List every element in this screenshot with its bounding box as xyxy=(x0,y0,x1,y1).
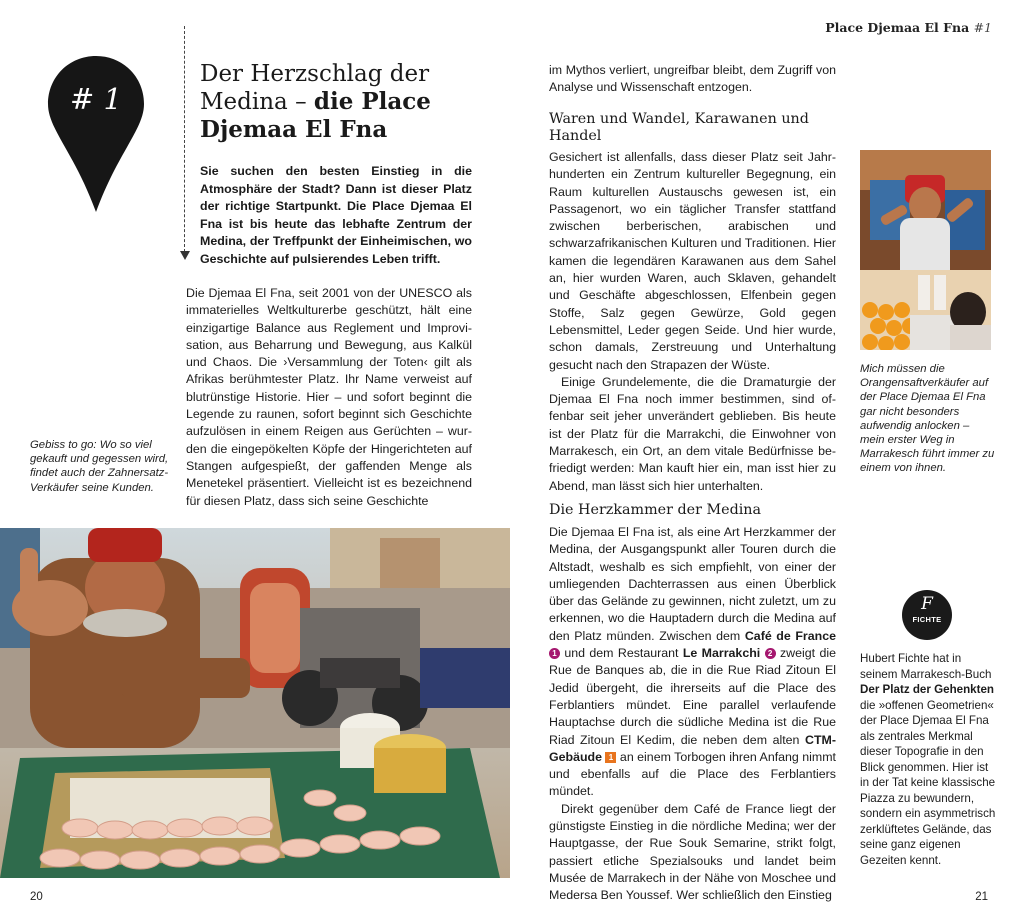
section1-body xyxy=(549,149,836,495)
badge-name: FICHTE xyxy=(912,615,942,624)
pin-label: # 1 xyxy=(70,82,122,116)
heading-waren-und-wandel: Waren und Wandel, Karawanen und Handel xyxy=(549,111,809,144)
sidebar-fichte-text: Hubert Fichte hat in seinem Marrakesch-Buch Der Platz der Gehenkten die »offenen Geometrien« der Place Djemaa El Fna als zentrales Merkmal dieser Topografie in den Blick genommen. Hier ist in der Tat keine klassische Piazza zu bewundern, sondern ein asymmetrisch zerklüftetes Gelände, das seine ganz eigenen Gezeiten kennt. xyxy=(860,652,996,867)
caption-left: Gebiss to go: Wo so viel gekauft und gegessen wird, findet auch der Zahnersatz-Verkäufer seine Kunden. xyxy=(30,439,169,494)
section2-body xyxy=(549,524,836,905)
place-ctm-gebaeude: CTM-Gebäude xyxy=(549,732,836,764)
section1-paragraph-2: Einige Grundelemente, die die Dramaturgie der Djemaa El Fna noch immer bestimmen, sind offenbar seit jeher unverändert geblieben. Bis heute ist der Platz für die Marrakchi, die Einwohner von Marrakesch, ein Ort, an dem vitale Bedürfnisse befriedigt werden: Man kauft hier ein, man isst hier zu Abend, man lässt sich hier unterhalten. xyxy=(549,374,836,493)
section2-paragraph-1: Die Djemaa El Fna ist, als eine Art Herzkammer der Medina, der Ausgangspunkt aller Touren durch die Altstadt, weshalb es sich empfiehlt, von einer der umliegenden Dachterrassen aus einen Überblick über das Gelände zu gewinnen, nicht zuletzt, um zu erkennen, wo die Hauptadern durch die Medina auf den Platz münden. Zwischen dem Café de France 1 und dem Restaurant Le Marrakchi 2 zweigt die Rue de Banques ab, die in die Rue Riad Zitoun El Jedid übergeht, die ihrerseits auf die Place des Ferblantiers mündet. Eine parallel verlaufende Hauptachse durch die südliche Medina ist die Rue Riad Zitoun El Kedim, die neben dem alten CTM-Gebäude 1 an einem Torbogen ihren Anfang nimmt und ebenfalls auf die Place des Ferblantiers mündet. xyxy=(549,525,836,799)
page-number-left: 20 xyxy=(30,891,43,903)
column2-intro xyxy=(549,62,836,97)
caption-right: Mich müssen die Orangensaftverkäufer auf der Place Djemaa El Fna gar nicht besonders aufwendig anlocken – mein erster Weg in Marrakesch führt immer zu einem von ihnen. xyxy=(860,363,995,475)
place-le-marrakchi: Le Marrakchi xyxy=(682,646,761,661)
page-number-right: 21 xyxy=(975,891,988,903)
column1-body xyxy=(186,285,472,510)
photo-orange-juice-seller xyxy=(860,150,991,350)
column1-paragraph: Die Djemaa El Fna, seit 2001 von der UNESCO als immaterielles Weltkulturerbe geschützt, hält eine einzigartige Balance aus Reglement und Improvisation, aus Beharrung und Bewegung, aus Kalkül und Chaos. Die ›Versammlung der Toten‹ gilt als Afrikas berühmtester Platz. Ihr Name verweist auf blutrünstige Historie. Hier – und sofort beginnt die Legende zu raunen, sofort beginnt sich Geschichte aufzulösen in einem Reigen aus Gerüchten – wurden die eingepökelten Köpfe der Hingerichteten auf Stangen aufgespießt, der gaffenden Menge als Menetekel präsentiert. Vielleicht ist es bezeichnend für diesen Platz, dass sich seine Geschichte xyxy=(186,286,472,508)
lead-paragraph: Sie suchen den besten Einstieg in die Atmosphäre der Stadt? Dann ist dieser Platz der richtige Startpunkt. Die Place Djemaa El Fna ist bis heute das lebhafte Zentrum der Medina, der Treffpunkt der Einheimischen, wo Geschichte auf pulsierendes Leben trifft. xyxy=(200,164,472,266)
arrow-down-icon xyxy=(180,251,190,260)
column2-intro-paragraph: im Mythos verliert, ungreifbar bleibt, dem Zugriff von Analyse und Wissenschaft entzogen. xyxy=(549,63,836,95)
section1-paragraph-1: Gesichert ist allenfalls, dass dieser Platz seit Jahrhunderten ein Zentrum kultureller Begegnung, ein Raum kulturellen Austauschs gewesen ist, ein Passagenort, wo ein täglicher Transfer stattfand zwischen berberischen, arabischen und schwarzafrikanischen Kulturen und Traditionen. Hier kamen die legendären Karawanen aus dem Sahel an, hier wurden Waren, auch Sklaven, gehandelt und Geschäfte abgeschlossen, Elfenbein gegen Stoffe, Salz gegen Gewürze, Gold gegen Lebensmittel, Leder gegen Seide. Und hier wurde, schon damals, Zerstreuung und Unterhaltung gesucht nach den Strapazen der Wüste. xyxy=(549,150,836,372)
badge-letter: F xyxy=(921,594,933,614)
title-line-1: Der Herzschlag der xyxy=(200,61,430,87)
dashed-guide-line xyxy=(184,26,185,252)
map-marker-2: 2 xyxy=(765,648,776,659)
chapter-title xyxy=(200,60,490,144)
location-pin-icon xyxy=(46,54,146,214)
book-title: Der Platz der Gehenkten xyxy=(860,683,995,696)
heading-herzkammer: Die Herzkammer der Medina xyxy=(549,502,762,518)
section2-paragraph-2: Direkt gegenüber dem Café de France liegt der günstigste Einstieg in die nördliche Medina; wer der Hauptgasse, der Rue Souk Semarine, strikt folgt, passiert etliche Spezialsouks und landet beim Musée de Marrakech in der Nähe von Moschee und Medersa Ben Youssef. Wer schließlich den Einstieg xyxy=(549,801,836,903)
title-line-2: Medina – die Place xyxy=(200,88,431,115)
place-cafe-de-france: Café de France xyxy=(744,628,836,643)
photo-denture-seller xyxy=(0,528,510,878)
title-line-3: Djemaa El Fna xyxy=(200,116,388,143)
running-head-title: Place Djemaa El Fna xyxy=(825,20,970,35)
map-marker-1: 1 xyxy=(549,648,560,659)
running-head xyxy=(825,20,992,35)
running-head-number: #1 xyxy=(973,20,992,35)
sight-marker-1: 1 xyxy=(605,752,616,763)
